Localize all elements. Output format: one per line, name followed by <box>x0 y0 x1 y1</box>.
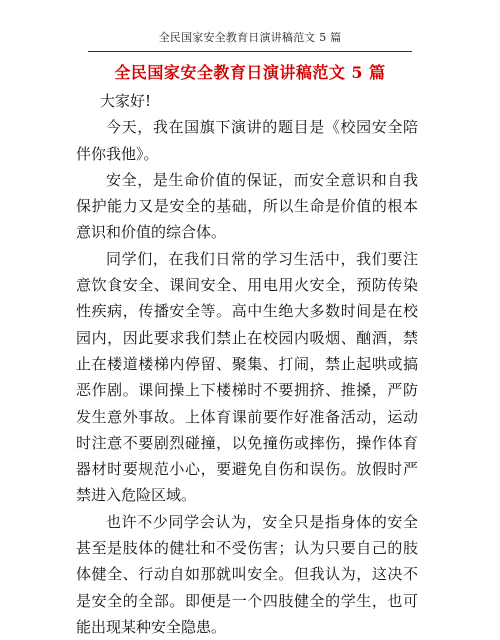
running-header: 全民国家安全教育日演讲稿范文 5 篇 <box>158 31 342 44</box>
paragraph: 也许不少同学会认为，安全只是指身体的安全甚至是肢体的健壮和不受伤害；认为只要自己的肢体健全、行动自如那就叫安全。但我认为，这决不是安全的全部。即便是一个四肢健全的学生，也可能出现某种安全隐患。 <box>76 512 418 636</box>
document-title: 全民国家安全教育日演讲稿范文 5 篇 <box>114 63 386 82</box>
header-divider <box>88 51 412 52</box>
paragraph: 今天，我在国旗下演讲的题目是《校园安全陪伴你我他》。 <box>76 118 418 163</box>
paragraph-salutation: 大家好! <box>100 92 152 110</box>
document-body <box>76 88 418 640</box>
paragraph: 同学们，在我们日常的学习生活中，我们要注意饮食安全、课间安全、用电用火安全，预防传染性疾病，传播安全等。高中生绝大多数时间是在校园内，因此要求我们禁止在校园内吸烟、酗酒，禁止在楼道楼梯内停留、聚集、打闹，禁止起哄或搞恶作剧。课间操上下楼梯时不要拥挤、推搡，严防发生意外事故。上体育课前要作好准备活动，运动时注意不要剧烈碰撞，以免撞伤或摔伤，操作体育器材时要规范小心，要避免自伤和误伤。放假时严禁进入危险区域。 <box>76 249 418 505</box>
paragraph: 安全，是生命价值的保证，而安全意识和自我保护能力又是安全的基础，所以生命是价值的根本意识和价值的综合体。 <box>76 170 418 242</box>
